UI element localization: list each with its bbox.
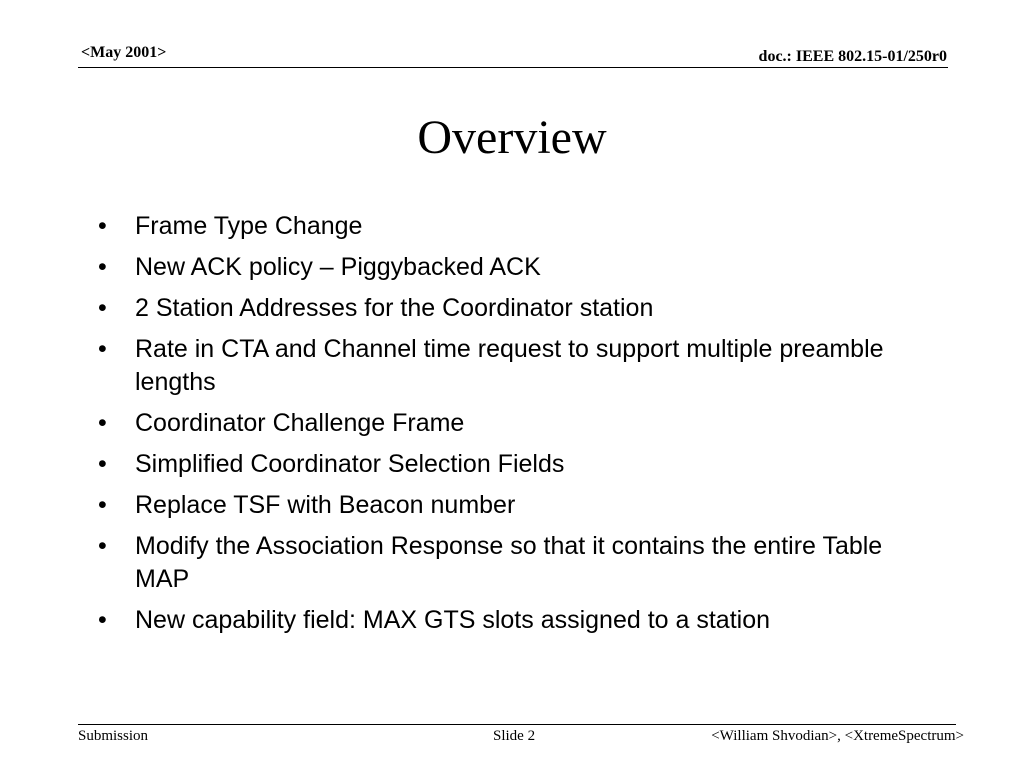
bullet-item: [98, 292, 928, 325]
bullet-item: [98, 448, 928, 481]
bullet-text: Modify the Association Response so that it contains the entire Table MAP: [135, 532, 883, 593]
bullet-item: [98, 489, 928, 522]
bullet-text: 2 Station Addresses for the Coordinator station: [135, 294, 654, 322]
bullet-item: [98, 604, 928, 637]
bullet-text: Replace TSF with Beacon number: [135, 491, 516, 519]
footer-submission: Submission: [78, 728, 149, 744]
bullet-dot: •: [98, 450, 107, 478]
bullet-text: Coordinator Challenge Frame: [135, 409, 465, 437]
header-divider: [78, 67, 948, 68]
bullet-item: [98, 530, 928, 596]
bullet-dot: •: [98, 491, 107, 519]
bullet-text: New capability field: MAX GTS slots assigned to a station: [135, 606, 771, 634]
footer-author: <William Shvodian>, <XtremeSpectrum>: [711, 728, 964, 744]
bullet-dot: •: [98, 606, 107, 634]
bullet-item: [98, 210, 928, 243]
bullet-dot: •: [98, 532, 107, 560]
bullet-dot: •: [98, 409, 107, 437]
bullet-list: [98, 210, 928, 645]
bullet-item: [98, 407, 928, 440]
footer-slide-number: Slide 2: [493, 728, 536, 744]
slide-title: Overview: [417, 111, 607, 164]
header-date: <May 2001>: [81, 44, 167, 61]
bullet-dot: •: [98, 294, 107, 322]
bullet-text: New ACK policy – Piggybacked ACK: [135, 253, 541, 281]
bullet-dot: •: [98, 212, 107, 240]
bullet-item: [98, 333, 928, 399]
bullet-item: [98, 251, 928, 284]
bullet-dot: •: [98, 335, 107, 363]
header-doc-number: doc.: IEEE 802.15-01/250r0: [758, 48, 947, 65]
bullet-text: Simplified Coordinator Selection Fields: [135, 450, 565, 478]
bullet-dot: •: [98, 253, 107, 281]
bullet-text: Frame Type Change: [135, 212, 363, 240]
bullet-text: Rate in CTA and Channel time request to support multiple preamble lengths: [135, 335, 884, 396]
footer-divider: [78, 724, 956, 725]
